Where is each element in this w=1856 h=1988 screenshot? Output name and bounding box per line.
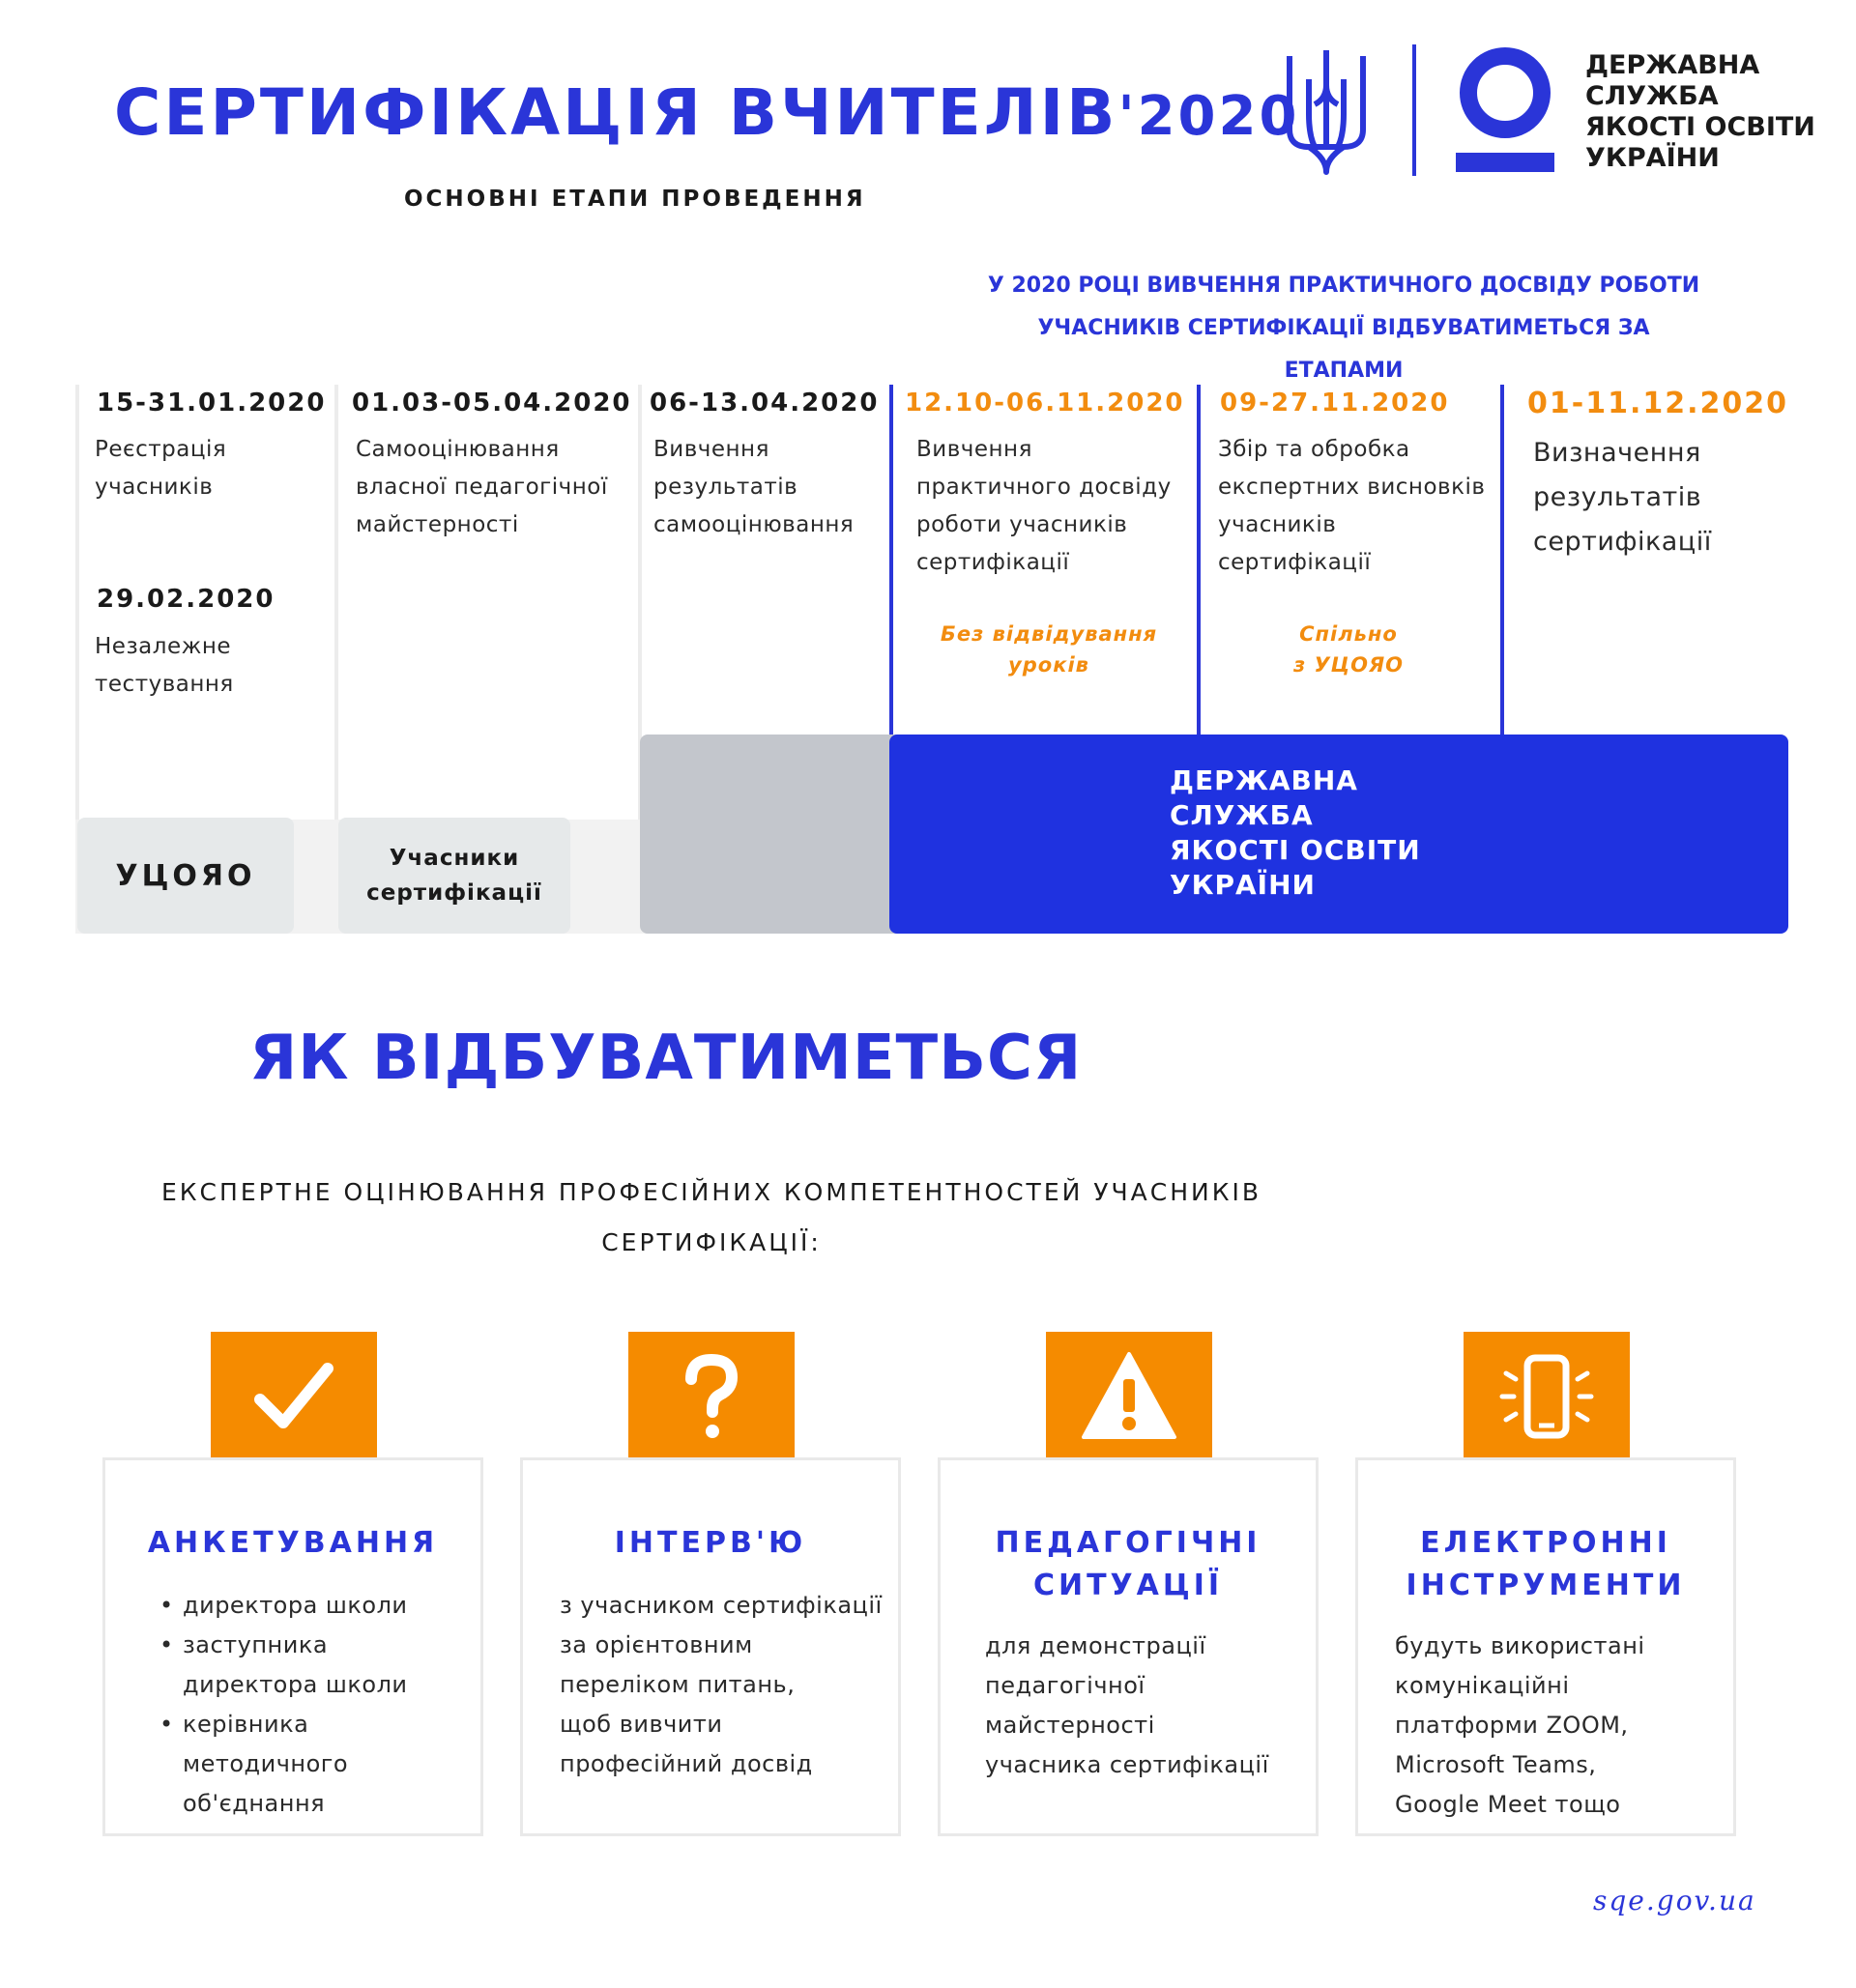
card-body xyxy=(1395,1627,1645,1825)
card-title-line: АНКЕТУВАННЯ xyxy=(147,1526,439,1560)
stage-date: 01.03-05.04.2020 xyxy=(352,389,632,418)
method-card xyxy=(1355,1457,1736,1836)
card-body-line: будуть використані xyxy=(1395,1632,1645,1659)
question-icon xyxy=(628,1332,795,1461)
card-body-line: з учасником сертифікації xyxy=(560,1592,883,1619)
card-body-line: майстерності xyxy=(985,1712,1155,1739)
stage-desc-line: Самооцінювання xyxy=(356,437,560,462)
list-item-line: • заступника xyxy=(183,1631,329,1658)
card-body-line: Google Meet тощо xyxy=(1395,1791,1621,1818)
participants-label-line: Учасники xyxy=(389,846,520,871)
stage-desc-line: сертифікації xyxy=(916,550,1070,575)
section-title: ЯК ВІДБУВАТИМЕТЬСЯ xyxy=(249,1023,1083,1094)
stage-note xyxy=(909,619,1189,680)
service-label-line: ЯКОСТІ ОСВІТИ xyxy=(1170,834,1421,866)
list-item xyxy=(160,1626,408,1705)
logo-line: ДЕРЖАВНА xyxy=(1585,50,1760,80)
card-title xyxy=(941,1522,1316,1607)
list-item xyxy=(160,1705,408,1824)
card-title xyxy=(105,1522,480,1565)
card-title-line: СИТУАЦІЇ xyxy=(1032,1569,1224,1602)
stage-date: 01-11.12.2020 xyxy=(1527,387,1788,420)
stage-date: 12.10-06.11.2020 xyxy=(905,389,1185,418)
logo-line: СЛУЖБА xyxy=(1585,81,1719,111)
stage-description xyxy=(916,431,1172,582)
service-label-line: ДЕРЖАВНА xyxy=(1170,764,1358,796)
service-label-line: УКРАЇНИ xyxy=(1170,869,1316,901)
stage-note-line: Спільно xyxy=(1299,622,1398,646)
stage-desc-line: учасників xyxy=(95,475,214,500)
card-body-line: платформи ZOOM, xyxy=(1395,1712,1629,1739)
section-subtitle-line: ЕКСПЕРТНЕ ОЦІНЮВАННЯ ПРОФЕСІЙНИХ КОМПЕТЕНТНОСТЕЙ УЧАСНИКІВ xyxy=(161,1178,1262,1206)
stage-desc-line: Незалежне xyxy=(95,634,232,659)
stage-date: 09-27.11.2020 xyxy=(1220,389,1450,418)
title-text: СЕРТИФІКАЦІЯ ВЧИТЕЛІВ xyxy=(114,75,1118,150)
service-label xyxy=(1170,764,1421,903)
trident-icon xyxy=(1286,46,1367,176)
method-card xyxy=(520,1457,901,1836)
stage-desc-line: результатів xyxy=(1533,482,1702,512)
card-body-line: професійний досвід xyxy=(560,1750,813,1777)
stage-date: 29.02.2020 xyxy=(97,585,276,614)
warning-icon xyxy=(1046,1332,1212,1461)
page-title xyxy=(114,75,1299,150)
checkmark-icon xyxy=(211,1332,377,1461)
participants-label-line: сертифікації xyxy=(366,880,542,906)
stage-note xyxy=(1208,619,1489,680)
stage-desc-line: результатів xyxy=(653,475,798,500)
timeline-divider xyxy=(889,385,893,735)
list-item-line: • директора школи xyxy=(183,1592,408,1619)
list-item-line: об'єднання xyxy=(183,1790,326,1817)
stage-description xyxy=(356,431,608,544)
footer-url[interactable]: sqe.gov.ua xyxy=(1593,1885,1756,1916)
stage-desc-line: роботи учасників xyxy=(916,512,1128,537)
stage-note-line: уроків xyxy=(1008,653,1089,677)
timeline-divider xyxy=(1197,385,1201,735)
card-title xyxy=(1358,1522,1733,1607)
timeline-divider xyxy=(1500,385,1504,735)
review-band xyxy=(640,735,901,934)
section-subtitle xyxy=(0,1167,1423,1268)
stage-desc-line: сертифікації xyxy=(1533,527,1712,557)
list-item-line: • керівника xyxy=(183,1711,309,1738)
stage-date: 15-31.01.2020 xyxy=(97,389,327,418)
logo-text xyxy=(1585,50,1815,174)
sqe-logo-icon xyxy=(1454,44,1556,176)
stage-note-line: Без відвідування xyxy=(940,622,1158,646)
vibrating-phone-icon xyxy=(1464,1332,1630,1461)
service-label-line: СЛУЖБА xyxy=(1170,799,1314,831)
intro-note-line: У 2020 РОЦІ ВИВЧЕННЯ ПРАКТИЧНОГО ДОСВІДУ РОБОТИ xyxy=(987,274,1700,298)
stage-desc-line: Вивчення xyxy=(653,437,769,462)
stage-desc-line: практичного досвіду xyxy=(916,475,1172,500)
stage-description xyxy=(1218,431,1485,582)
stage-desc-line: майстерності xyxy=(356,512,519,537)
logo-divider xyxy=(1412,44,1416,176)
method-card xyxy=(938,1457,1319,1836)
card-body xyxy=(985,1627,1269,1785)
card-title-line: ІНСТРУМЕНТИ xyxy=(1406,1569,1686,1602)
card-body-line: для демонстрації xyxy=(985,1632,1206,1659)
stage-desc-line: Реєстрація xyxy=(95,437,227,462)
card-title-line: ЕЛЕКТРОННІ xyxy=(1420,1526,1671,1560)
card-body xyxy=(560,1586,883,1784)
stage-desc-line: учасників xyxy=(1218,512,1337,537)
logo-line: ЯКОСТІ ОСВІТИ xyxy=(1585,112,1815,142)
card-body-line: комунікаційні xyxy=(1395,1672,1570,1699)
card-body-line: педагогічної xyxy=(985,1672,1146,1699)
stage-desc-line: тестування xyxy=(95,672,234,697)
stage-description xyxy=(95,628,234,704)
stage-note-line: з УЦОЯО xyxy=(1292,653,1405,677)
intro-note-line: УЧАСНИКІВ СЕРТИФІКАЦІЇ ВІДБУВАТИМЕТЬСЯ ЗА ЕТАПАМИ xyxy=(1037,316,1650,383)
stage-description xyxy=(1533,431,1712,564)
card-body-line: учасника сертифікації xyxy=(985,1751,1269,1778)
card-body xyxy=(160,1586,408,1824)
stage-date: 06-13.04.2020 xyxy=(650,389,880,418)
ucoyo-label: УЦОЯО xyxy=(77,818,294,934)
list-item-line: методичного xyxy=(183,1750,349,1777)
card-title-line: ІНТЕРВ'Ю xyxy=(614,1526,807,1560)
stage-desc-line: сертифікації xyxy=(1218,550,1372,575)
stage-desc-line: Збір та обробка xyxy=(1218,437,1410,462)
stage-desc-line: власної педагогічної xyxy=(356,475,608,500)
card-body-line: переліком питань, xyxy=(560,1671,796,1698)
list-item xyxy=(160,1586,408,1626)
card-title xyxy=(523,1522,898,1565)
list-item-line: директора школи xyxy=(183,1671,408,1698)
card-body-line: Microsoft Teams, xyxy=(1395,1751,1597,1778)
card-body-line: щоб вивчити xyxy=(560,1711,723,1738)
stage-description xyxy=(95,431,226,506)
card-title-line: ПЕДАГОГІЧНІ xyxy=(995,1526,1262,1560)
page-subtitle: ОСНОВНІ ЕТАПИ ПРОВЕДЕННЯ xyxy=(404,187,866,212)
stage-desc-line: самооцінювання xyxy=(653,512,855,537)
card-body-line: за орієнтовним xyxy=(560,1631,753,1658)
stage-description xyxy=(653,431,854,544)
title-year: '2020 xyxy=(1117,85,1300,148)
stage-desc-line: експертних висновків xyxy=(1218,475,1486,500)
stage-desc-line: Вивчення xyxy=(916,437,1032,462)
section-subtitle-line: СЕРТИФІКАЦІЇ: xyxy=(601,1228,822,1256)
logo-line: УКРАЇНИ xyxy=(1585,143,1720,173)
participants-label xyxy=(338,818,570,934)
stage-desc-line: Визначення xyxy=(1533,438,1701,468)
method-card xyxy=(102,1457,483,1836)
intro-note xyxy=(986,265,1701,392)
